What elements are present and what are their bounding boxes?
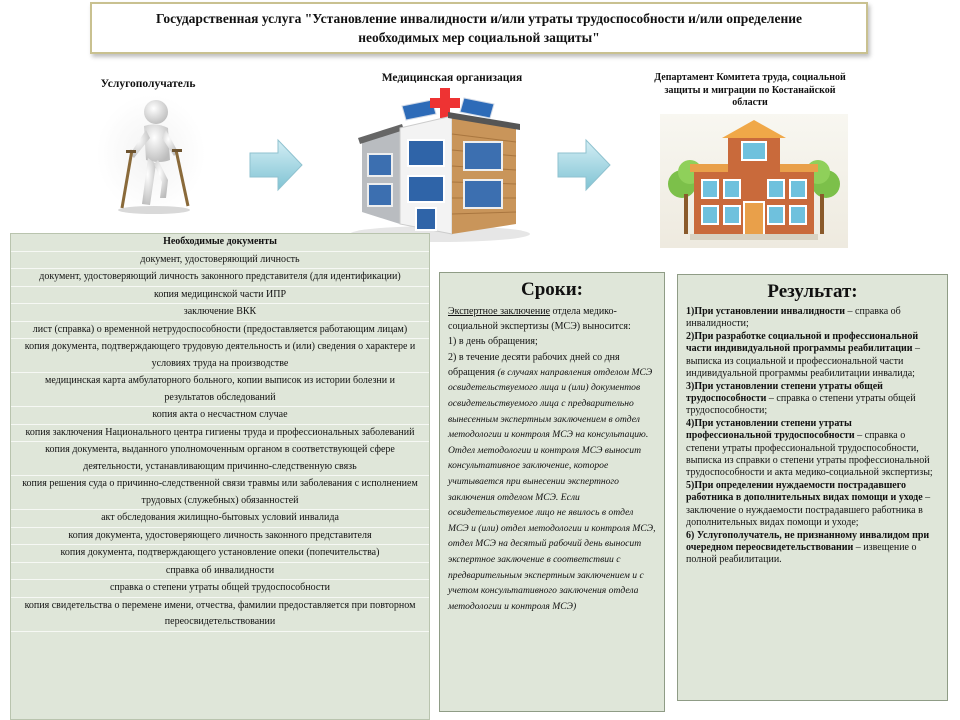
- list-item: копия решения суда о причинно-следственной связи травмы или заболевания с исполнением трудовых (служебных) обязанностей: [11, 476, 429, 510]
- terms-intro-underlined: Экспертное заключение: [448, 306, 551, 317]
- result-item-outcome: – заключение о нуждаемости пострадавшего работника в дополнительных видах помощи и уходе;: [686, 492, 931, 529]
- results-panel: [677, 274, 948, 701]
- result-item-condition: 4)При установлении степени утраты профессиональной трудоспособности: [686, 418, 855, 442]
- result-item-outcome: – извещение о полной реабилитации.: [686, 542, 917, 566]
- list-item: копия свидетельства о перемене имени, отчества, фамилии предоставляется при повторном переосвидетельствовании: [11, 598, 429, 632]
- service-title: Государственная услуга "Установление инвалидности и/или утраты трудоспособности и/или определение необходимых мер социальной защиты": [155, 11, 802, 45]
- list-item: копия акта о несчастном случае: [11, 407, 429, 425]
- hospital-building-icon: [340, 84, 540, 244]
- result-item-condition: 5)При определении нуждаемости пострадавшего работника в дополнительных видах помощи и уходе: [686, 480, 923, 504]
- result-item: [686, 306, 939, 331]
- result-item-condition: 1)При установлении инвалидности: [686, 306, 846, 317]
- list-item: лист (справка) о временной нетрудоспособности (предоставляется работающим лицам): [11, 322, 429, 340]
- list-item: копия документа, подтверждающего установление опеки (попечительства): [11, 545, 429, 563]
- list-item: справка о степени утраты общей трудоспособности: [11, 580, 429, 598]
- list-item: копия заключения Национального центра гигиены труда и профессиональных заболеваний: [11, 425, 429, 443]
- terms-item-2-note: (в случаях направления отделом МСЭ освидетельствуемого лица и (или) документов освидетельствуемого лица с предварительно вынесенным экспертным заключением в отдел методологии и контроля МСЭ на консультацию. Отдел методологии и контроля МСЭ выносит консультативное заключение, которое учитывается при вынесении экспертного заключения отделом МСЭ. Если освидетельствуемое лицо не явилось в отдел МСЭ и (или) отдел методологии и контроля МСЭ, отдел МСЭ на десятый рабочий день выносит экспертное заключение в соответствии с предварительным экспертным заключением и с учетом консультативного заключения отдела методологии и контроля МСЭ): [448, 366, 656, 612]
- results-title: Результат:: [767, 281, 858, 302]
- list-item: копия документа, подтверждающего трудовую деятельность и (или) сведения о характере и условиях труда на производстве: [11, 339, 429, 373]
- result-item-condition: 3)При установлении степени утраты общей трудоспособности: [686, 380, 883, 405]
- list-item: копия медицинской части ИПР: [11, 287, 429, 305]
- result-item-outcome: – справка о степени утраты общей трудоспособности;: [686, 393, 916, 417]
- result-item: [686, 331, 939, 380]
- result-item-condition: 2)При разработке социальной и профессиональной части индивидуальной программы реабилитации: [686, 331, 919, 355]
- required-documents-table: [10, 233, 430, 720]
- result-item: [686, 381, 939, 418]
- result-item: [686, 530, 939, 567]
- list-item: документ, удостоверяющий личность: [11, 252, 429, 270]
- person-on-crutches-icon: [96, 94, 206, 214]
- department-building-icon: [660, 114, 848, 248]
- result-item-condition: 6) Услугополучатель, не признанному инвалидом при очередном переосвидетельствовании: [686, 529, 930, 554]
- service-title-box: [90, 2, 868, 54]
- list-item: справка об инвалидности: [11, 563, 429, 581]
- terms-item-2-text: 2) в течение десяти рабочих дней со дня обращения: [448, 351, 620, 378]
- terms-item-1: 1) в день обращения;: [448, 336, 538, 348]
- terms-panel: [439, 272, 665, 712]
- result-item: [686, 480, 939, 529]
- documents-header: Необходимые документы: [11, 234, 429, 252]
- result-item: [686, 418, 939, 479]
- department-label: Департамент Комитета труда, социальной защиты и миграции по Костанайской области: [654, 72, 846, 108]
- recipient-label: Услугополучатель: [100, 78, 196, 90]
- result-item-outcome: – справка о степени утраты профессиональной трудоспособности, выписка из справки о степени утраты профессиональной трудоспособности и акта медико-социальной экспертизы;: [686, 430, 933, 479]
- list-item: медицинская карта амбулаторного больного, копии выписок из истории болезни и результатов обследований: [11, 373, 429, 407]
- terms-title: Сроки:: [520, 279, 583, 300]
- terms-intro: [448, 304, 656, 334]
- flow-arrow-right-icon: [556, 138, 612, 192]
- result-item-outcome: – справка об инвалидности;: [686, 306, 901, 330]
- list-item: документ, удостоверяющий личность законного представителя (для идентификации): [11, 269, 429, 287]
- list-item: акт обследования жилищно-бытовых условий инвалида: [11, 510, 429, 528]
- list-item: копия документа, удостоверяющего личность законного представителя: [11, 528, 429, 546]
- result-item-outcome: – выписка из социальной и профессиональной части индивидуальной программы реабилитации инвалида;: [686, 343, 921, 379]
- list-item: копия документа, выданного уполномоченным органом в соответствующей сфере деятельности, устанавливающим причинно-следственную связь: [11, 442, 429, 476]
- flow-arrow-right-icon: [248, 138, 304, 192]
- medical-organization-label: Медицинская организация: [381, 72, 523, 84]
- terms-intro-rest: отдела медико-социальной экспертизы (МСЭ) выносится:: [448, 306, 631, 333]
- list-item: заключение ВКК: [11, 304, 429, 322]
- terms-item-2: [448, 350, 656, 615]
